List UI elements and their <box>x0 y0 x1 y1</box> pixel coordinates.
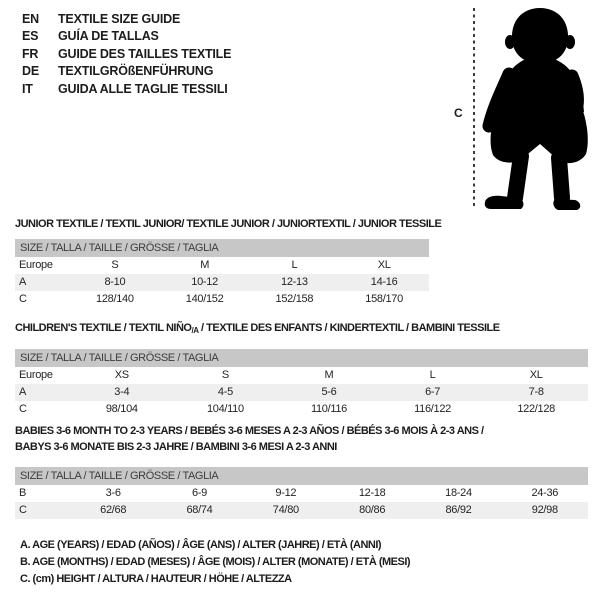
language-title: GUÍA DE TALLAS <box>58 29 159 44</box>
size-cell: XS <box>114 369 129 381</box>
size-cell: 4-5 <box>217 386 233 398</box>
size-cell: S <box>221 369 229 381</box>
footnote-c: C. (cm) HEIGHT / ALTURA / HAUTEUR / HÖHE / ALTEZZA <box>20 573 292 586</box>
size-cell: 152/158 <box>275 293 314 305</box>
height-measure-label: C <box>454 106 463 120</box>
size-cell: 18-24 <box>445 487 472 499</box>
babies-title-line1: BABIES 3-6 MONTH TO 2-3 YEARS / BEBÉS 3-6 MESES A 2-3 AÑOS / BÉBÉS 3-6 MOIS À 2-3 ANS / <box>15 425 484 437</box>
row-label: Europe <box>19 369 53 381</box>
size-cell: 80/86 <box>359 504 386 516</box>
children-table-title <box>15 321 500 339</box>
babies-title-line2: BABYS 3-6 MONATE BIS 2-3 JAHRE / BAMBINI 3-6 MESI A 2-3 ANNI <box>15 440 337 453</box>
size-cell: 128/140 <box>96 293 134 305</box>
size-cell: 62/68 <box>100 504 127 516</box>
size-cell: 122/128 <box>517 403 555 415</box>
row-label: C <box>19 504 27 516</box>
language-row-en <box>22 10 231 28</box>
table-row-height <box>15 502 588 519</box>
size-cell: 74/80 <box>272 504 299 516</box>
size-cell: M <box>324 369 334 381</box>
language-row-de <box>22 63 231 81</box>
size-cell: 158/170 <box>365 293 403 305</box>
row-label: Europe <box>19 259 53 271</box>
size-cell: 98/104 <box>105 403 138 415</box>
size-cell: 6-9 <box>191 487 207 499</box>
language-code: ES <box>22 29 39 44</box>
size-cell: 140/152 <box>185 293 224 305</box>
size-cell: 10-12 <box>191 276 218 288</box>
language-code: EN <box>22 11 39 26</box>
size-cell: 12-18 <box>358 487 386 499</box>
size-cell: 110/116 <box>310 403 347 415</box>
size-table-junior <box>15 239 429 308</box>
table-row-age <box>15 274 429 291</box>
size-cell: 14-16 <box>370 276 398 288</box>
size-cell: 86/92 <box>445 504 472 516</box>
size-cell: 116/122 <box>414 403 451 415</box>
height-measure-dashed-line <box>473 8 475 208</box>
row-label: A <box>19 276 27 288</box>
footnote-legend <box>20 539 410 591</box>
language-code: FR <box>22 46 39 61</box>
row-label: C <box>19 403 27 415</box>
size-cell: 8-10 <box>104 276 126 288</box>
size-cell: S <box>111 259 119 271</box>
language-list <box>22 10 231 98</box>
language-code: DE <box>22 64 39 79</box>
size-cell: 68/74 <box>186 504 213 516</box>
footnote-a: A. AGE (YEARS) / EDAD (AÑOS) / ÂGE (ANS) / ALTER (JAHRE) / ETÀ (ANNI) <box>20 539 382 551</box>
language-code: IT <box>22 81 33 96</box>
row-label: B <box>19 487 27 499</box>
size-cell: 3-4 <box>114 386 130 398</box>
size-cell: 7-8 <box>528 386 544 398</box>
language-title: TEXTILE SIZE GUIDE <box>58 11 181 26</box>
table-row-age <box>15 384 588 401</box>
size-table-children <box>15 349 588 418</box>
size-cell: L <box>291 259 298 271</box>
size-header-bar: SIZE / TALLA / TAILLE / GRÖSSE / TAGLIA <box>15 467 588 485</box>
language-row-fr <box>22 45 231 63</box>
size-cell: 24-36 <box>531 487 559 499</box>
language-title: TEXTILGRÖßENFÜHRUNG <box>58 64 214 79</box>
table-row-height <box>15 291 429 308</box>
language-row-es <box>22 28 231 46</box>
language-title: GUIDA ALLE TAGLIE TESSILI <box>58 81 228 96</box>
table-row-height <box>15 401 588 418</box>
size-cell: 92/98 <box>531 504 558 516</box>
size-cell: 12-13 <box>281 276 308 288</box>
size-cell: 5-6 <box>321 386 337 398</box>
size-header-bar: SIZE / TALLA / TAILLE / GRÖSSE / TAGLIA <box>15 239 429 257</box>
size-table-babies <box>15 467 588 519</box>
children-title-pre: CHILDREN'S TEXTILE / TEXTIL NIÑO <box>15 322 192 334</box>
language-row-it <box>22 80 231 98</box>
junior-table-title: JUNIOR TEXTILE / TEXTIL JUNIOR/ TEXTILE JUNIOR / JUNIORTEXTIL / JUNIOR TESSILE <box>15 218 442 230</box>
children-title-subscript: /A <box>191 326 199 335</box>
table-row-europe <box>15 257 429 274</box>
children-title-post: / TEXTILE DES ENFANTS / KINDERTEXTIL / BAMBINI TESSILE <box>198 322 500 334</box>
size-cell: M <box>200 259 210 271</box>
row-label: A <box>19 386 27 398</box>
row-label: C <box>19 293 27 305</box>
size-cell: 6-7 <box>425 386 441 398</box>
size-cell: 3-6 <box>105 487 121 499</box>
footnote-b: B. AGE (MONTHS) / EDAD (MESES) / ÂGE (MOIS) / ALTER (MONATE) / ETÀ (MESI) <box>20 556 411 569</box>
babies-table-title <box>15 424 484 455</box>
size-cell: L <box>429 369 436 381</box>
size-cell: XL <box>529 369 543 381</box>
baby-silhouette-icon <box>479 6 593 211</box>
table-row-europe <box>15 367 588 384</box>
language-title: GUIDE DES TAILLES TEXTILE <box>58 46 232 61</box>
size-cell: 104/110 <box>206 403 244 415</box>
size-cell: XL <box>377 259 391 271</box>
table-row-months <box>15 485 588 502</box>
size-header-bar: SIZE / TALLA / TAILLE / GRÖSSE / TAGLIA <box>15 349 588 367</box>
size-cell: 9-12 <box>275 487 297 499</box>
